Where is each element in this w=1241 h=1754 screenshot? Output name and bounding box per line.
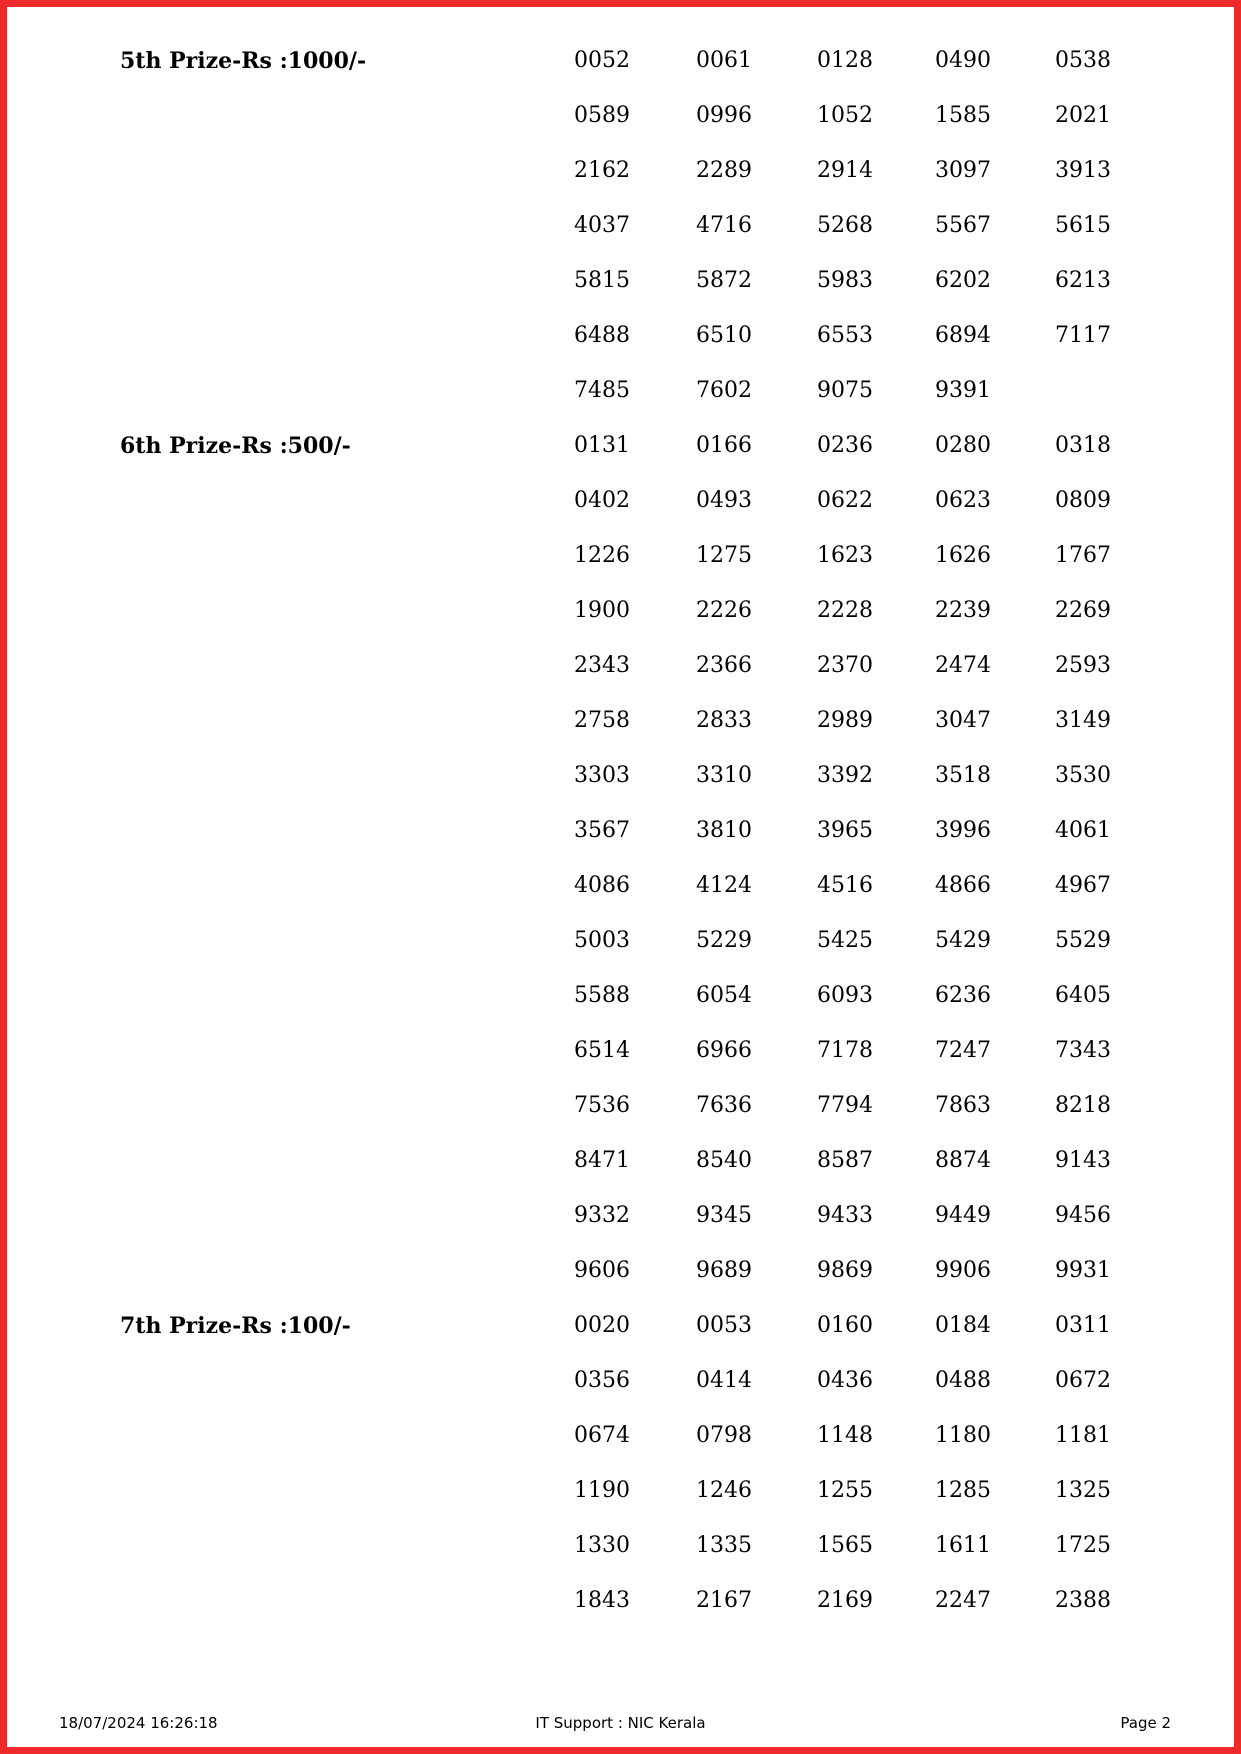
winning-number: 0589 — [574, 103, 630, 128]
page-footer — [0, 1714, 1241, 1736]
winning-number: 0318 — [1055, 433, 1111, 458]
prize-number-row — [0, 1022, 1241, 1077]
winning-number: 4516 — [817, 873, 873, 898]
winning-number: 2021 — [1055, 103, 1111, 128]
prize-number-row — [0, 802, 1241, 857]
winning-number: 0622 — [817, 488, 873, 513]
winning-number: 9906 — [935, 1258, 991, 1283]
prize-number-row — [0, 87, 1241, 142]
winning-number: 8471 — [574, 1148, 630, 1173]
winning-number: 3530 — [1055, 763, 1111, 788]
winning-number: 3913 — [1055, 158, 1111, 183]
winning-number: 0414 — [696, 1368, 752, 1393]
winning-number: 7536 — [574, 1093, 630, 1118]
winning-number: 2169 — [817, 1588, 873, 1613]
winning-number: 6054 — [696, 983, 752, 1008]
winning-number: 2474 — [935, 653, 991, 678]
winning-number: 9606 — [574, 1258, 630, 1283]
footer-timestamp: 18/07/2024 16:26:18 — [59, 1714, 218, 1732]
prize-number-row — [0, 252, 1241, 307]
winning-number: 1626 — [935, 543, 991, 568]
prize-number-row — [0, 307, 1241, 362]
winning-number: 1052 — [817, 103, 873, 128]
winning-number: 6553 — [817, 323, 873, 348]
winning-number: 1335 — [696, 1533, 752, 1558]
winning-number: 0020 — [574, 1313, 630, 1338]
winning-number: 6514 — [574, 1038, 630, 1063]
prize-number-row — [0, 1517, 1241, 1572]
winning-number: 9456 — [1055, 1203, 1111, 1228]
winning-number: 1330 — [574, 1533, 630, 1558]
winning-number: 6894 — [935, 323, 991, 348]
winning-number: 1275 — [696, 543, 752, 568]
winning-number: 3518 — [935, 763, 991, 788]
winning-number: 2269 — [1055, 598, 1111, 623]
winning-number: 9689 — [696, 1258, 752, 1283]
winning-number: 9143 — [1055, 1148, 1111, 1173]
winning-number: 8540 — [696, 1148, 752, 1173]
winning-number: 0356 — [574, 1368, 630, 1393]
winning-number: 6093 — [817, 983, 873, 1008]
winning-number: 2167 — [696, 1588, 752, 1613]
winning-number: 0488 — [935, 1368, 991, 1393]
winning-number: 0131 — [574, 433, 630, 458]
winning-number: 0053 — [696, 1313, 752, 1338]
winning-number: 2593 — [1055, 653, 1111, 678]
winning-number: 0493 — [696, 488, 752, 513]
winning-number: 1325 — [1055, 1478, 1111, 1503]
prize-number-row — [0, 1462, 1241, 1517]
prize-number-row — [0, 637, 1241, 692]
winning-number: 4061 — [1055, 818, 1111, 843]
prize-number-row — [0, 1297, 1241, 1352]
winning-number: 5983 — [817, 268, 873, 293]
winning-number: 6966 — [696, 1038, 752, 1063]
prize-number-row — [0, 1572, 1241, 1627]
winning-number: 1181 — [1055, 1423, 1111, 1448]
prize-number-row — [0, 472, 1241, 527]
prize-number-row — [0, 1132, 1241, 1187]
winning-number: 9332 — [574, 1203, 630, 1228]
winning-number: 6236 — [935, 983, 991, 1008]
winning-number: 2366 — [696, 653, 752, 678]
winning-number: 3996 — [935, 818, 991, 843]
winning-number: 6488 — [574, 323, 630, 348]
winning-number: 3567 — [574, 818, 630, 843]
winning-number: 9433 — [817, 1203, 873, 1228]
winning-number: 3303 — [574, 763, 630, 788]
winning-number: 1565 — [817, 1533, 873, 1558]
winning-number: 1180 — [935, 1423, 991, 1448]
winning-number: 8218 — [1055, 1093, 1111, 1118]
winning-number: 1725 — [1055, 1533, 1111, 1558]
winning-number: 5425 — [817, 928, 873, 953]
winning-number: 6510 — [696, 323, 752, 348]
winning-number: 7636 — [696, 1093, 752, 1118]
footer-page-number: Page 2 — [1120, 1714, 1171, 1732]
winning-number: 1611 — [935, 1533, 991, 1558]
winning-number: 4086 — [574, 873, 630, 898]
winning-number: 7117 — [1055, 323, 1111, 348]
winning-number: 1255 — [817, 1478, 873, 1503]
winning-number: 1285 — [935, 1478, 991, 1503]
winning-number: 7247 — [935, 1038, 991, 1063]
winning-number: 0623 — [935, 488, 991, 513]
footer-support: IT Support : NIC Kerala — [535, 1714, 706, 1732]
winning-number: 0798 — [696, 1423, 752, 1448]
winning-number: 8587 — [817, 1148, 873, 1173]
winning-number: 2370 — [817, 653, 873, 678]
prize-number-row — [0, 857, 1241, 912]
winning-number: 0236 — [817, 433, 873, 458]
prize-number-row — [0, 362, 1241, 417]
winning-number: 5429 — [935, 928, 991, 953]
winning-number: 6202 — [935, 268, 991, 293]
prize-number-row — [0, 142, 1241, 197]
winning-number: 1900 — [574, 598, 630, 623]
winning-number: 4716 — [696, 213, 752, 238]
winning-number: 6213 — [1055, 268, 1111, 293]
winning-number: 3310 — [696, 763, 752, 788]
winning-number: 1246 — [696, 1478, 752, 1503]
winning-number: 0280 — [935, 433, 991, 458]
prize-number-row — [0, 32, 1241, 87]
winning-number: 2226 — [696, 598, 752, 623]
prize-number-row — [0, 1407, 1241, 1462]
winning-number: 8874 — [935, 1148, 991, 1173]
winning-number: 3097 — [935, 158, 991, 183]
winning-number: 9345 — [696, 1203, 752, 1228]
winning-number: 0490 — [935, 48, 991, 73]
winning-number: 7343 — [1055, 1038, 1111, 1063]
winning-number: 2914 — [817, 158, 873, 183]
winning-number: 4124 — [696, 873, 752, 898]
winning-number: 2162 — [574, 158, 630, 183]
winning-number: 2833 — [696, 708, 752, 733]
winning-number: 7794 — [817, 1093, 873, 1118]
winning-number: 0184 — [935, 1313, 991, 1338]
winning-number: 3965 — [817, 818, 873, 843]
winning-number: 5529 — [1055, 928, 1111, 953]
winning-number: 0436 — [817, 1368, 873, 1393]
winning-number: 9075 — [817, 378, 873, 403]
winning-number: 9869 — [817, 1258, 873, 1283]
winning-number: 2758 — [574, 708, 630, 733]
winning-number: 7485 — [574, 378, 630, 403]
winning-number: 2989 — [817, 708, 873, 733]
winning-number: 0672 — [1055, 1368, 1111, 1393]
winning-number: 1843 — [574, 1588, 630, 1613]
winning-number: 2247 — [935, 1588, 991, 1613]
winning-number: 5229 — [696, 928, 752, 953]
winning-number: 1148 — [817, 1423, 873, 1448]
winning-number: 1226 — [574, 543, 630, 568]
winning-number: 2239 — [935, 598, 991, 623]
prize-number-row — [0, 1242, 1241, 1297]
prize-number-row — [0, 692, 1241, 747]
prize-number-row — [0, 912, 1241, 967]
prize-list — [0, 32, 1241, 1627]
prize-category-label: 7th Prize-Rs :100/- — [120, 1313, 351, 1339]
winning-number: 3149 — [1055, 708, 1111, 733]
prize-number-row — [0, 1187, 1241, 1242]
winning-number: 3810 — [696, 818, 752, 843]
winning-number: 0061 — [696, 48, 752, 73]
prize-number-row — [0, 582, 1241, 637]
winning-number: 9449 — [935, 1203, 991, 1228]
winning-number: 5003 — [574, 928, 630, 953]
winning-number: 3047 — [935, 708, 991, 733]
winning-number: 5615 — [1055, 213, 1111, 238]
prize-number-row — [0, 967, 1241, 1022]
prize-number-row — [0, 417, 1241, 472]
winning-number: 5567 — [935, 213, 991, 238]
winning-number: 0311 — [1055, 1313, 1111, 1338]
winning-number: 0538 — [1055, 48, 1111, 73]
winning-number: 6405 — [1055, 983, 1111, 1008]
winning-number: 4037 — [574, 213, 630, 238]
winning-number: 0166 — [696, 433, 752, 458]
winning-number: 0996 — [696, 103, 752, 128]
winning-number: 9931 — [1055, 1258, 1111, 1283]
winning-number: 2289 — [696, 158, 752, 183]
winning-number: 5872 — [696, 268, 752, 293]
prize-number-row — [0, 1352, 1241, 1407]
winning-number: 4967 — [1055, 873, 1111, 898]
winning-number: 1585 — [935, 103, 991, 128]
winning-number: 7863 — [935, 1093, 991, 1118]
winning-number: 5268 — [817, 213, 873, 238]
winning-number: 7178 — [817, 1038, 873, 1063]
winning-number: 0809 — [1055, 488, 1111, 513]
winning-number: 2228 — [817, 598, 873, 623]
winning-number: 2388 — [1055, 1588, 1111, 1613]
winning-number: 9391 — [935, 378, 991, 403]
prize-number-row — [0, 747, 1241, 802]
prize-number-row — [0, 197, 1241, 252]
winning-number: 0402 — [574, 488, 630, 513]
prize-category-label: 6th Prize-Rs :500/- — [120, 433, 351, 459]
prize-number-row — [0, 527, 1241, 582]
winning-number: 7602 — [696, 378, 752, 403]
winning-number: 5815 — [574, 268, 630, 293]
winning-number: 0674 — [574, 1423, 630, 1448]
prize-category-label: 5th Prize-Rs :1000/- — [120, 48, 367, 74]
winning-number: 2343 — [574, 653, 630, 678]
winning-number: 1767 — [1055, 543, 1111, 568]
winning-number: 3392 — [817, 763, 873, 788]
winning-number: 1190 — [574, 1478, 630, 1503]
winning-number: 0160 — [817, 1313, 873, 1338]
winning-number: 0052 — [574, 48, 630, 73]
winning-number: 5588 — [574, 983, 630, 1008]
prize-number-row — [0, 1077, 1241, 1132]
winning-number: 4866 — [935, 873, 991, 898]
winning-number: 0128 — [817, 48, 873, 73]
winning-number: 1623 — [817, 543, 873, 568]
